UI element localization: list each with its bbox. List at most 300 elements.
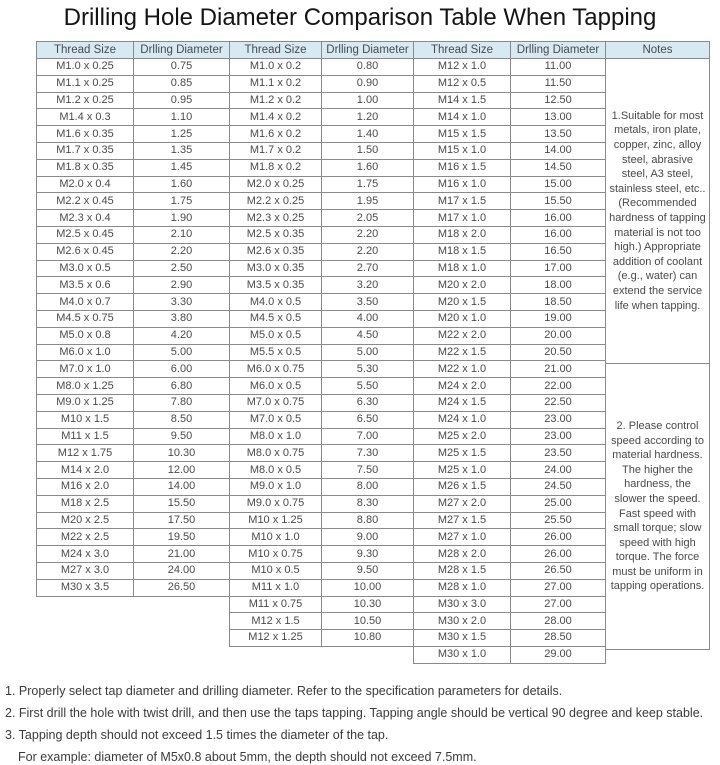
drilling-diameter-cell: 27.00 (511, 579, 606, 596)
thread-size-cell: M1.1 x 0.2 (230, 75, 322, 92)
drilling-diameter-cell: 9.50 (322, 562, 414, 579)
table-row (230, 142, 414, 159)
table-row (414, 630, 606, 647)
drilling-diameter-cell: 28.50 (511, 630, 606, 647)
table-row (414, 92, 606, 109)
thread-size-cell: M4.5 x 0.5 (230, 310, 322, 327)
drilling-diameter-cell: 17.50 (134, 512, 230, 529)
footnote-2: 2. First drill the hole with twist drill, and then use the taps tapping. Tapping angle should be vertical 90 degree and keep stable. (5, 705, 704, 720)
table-row (230, 529, 414, 546)
table-row (230, 260, 414, 277)
table-row (414, 596, 606, 613)
table-row (230, 378, 414, 395)
drilling-diameter-cell: 0.95 (134, 92, 230, 109)
table-row (37, 126, 230, 143)
drilling-diameter-cell: 1.60 (134, 176, 230, 193)
drilling-diameter-cell: 9.50 (134, 428, 230, 445)
table-row (414, 142, 606, 159)
drilling-diameter-cell: 23.00 (511, 411, 606, 428)
table-row (230, 109, 414, 126)
table-row (230, 159, 414, 176)
thread-size-cell: M2.6 x 0.45 (37, 243, 134, 260)
table-row (37, 310, 230, 327)
drilling-diameter-cell: 2.05 (322, 210, 414, 227)
thread-size-cell: M1.7 x 0.2 (230, 142, 322, 159)
header-row (414, 42, 606, 59)
drilling-diameter-cell: 3.80 (134, 310, 230, 327)
table-row (230, 445, 414, 462)
thread-size-cell: M24 x 2.0 (414, 378, 511, 395)
col-header-notes: Notes (606, 42, 710, 59)
drilling-diameter-cell: 4.50 (322, 327, 414, 344)
drilling-diameter-cell: 10.30 (134, 445, 230, 462)
table-row (37, 378, 230, 395)
thread-size-cell: M1.1 x 0.25 (37, 75, 134, 92)
drilling-diameter-cell: 0.90 (322, 75, 414, 92)
thread-size-cell: M1.4 x 0.2 (230, 109, 322, 126)
drilling-diameter-cell: 25.00 (511, 495, 606, 512)
table-row (37, 546, 230, 563)
drilling-diameter-cell: 2.20 (134, 243, 230, 260)
table-row (414, 210, 606, 227)
table-row (414, 462, 606, 479)
thread-size-cell: M10 x 1.25 (230, 512, 322, 529)
thread-size-cell: M7.0 x 0.5 (230, 411, 322, 428)
drilling-diameter-cell: 11.50 (511, 75, 606, 92)
drilling-diameter-cell: 14.00 (511, 142, 606, 159)
table-row (414, 193, 606, 210)
drilling-diameter-cell: 5.00 (322, 344, 414, 361)
drilling-diameter-cell: 1.95 (322, 193, 414, 210)
drilling-diameter-cell: 16.00 (511, 210, 606, 227)
table-row (230, 613, 414, 630)
thread-size-cell: M30 x 2.0 (414, 613, 511, 630)
drilling-diameter-cell: 1.35 (134, 142, 230, 159)
thread-size-cell: M7.0 x 0.75 (230, 394, 322, 411)
thread-size-cell: M12 x 0.5 (414, 75, 511, 92)
table-row (230, 361, 414, 378)
table-row (230, 327, 414, 344)
footnote-3-example: For example: diameter of M5x0.8 about 5mm, the depth should not exceed 7.5mm. (18, 749, 477, 764)
footnote-1: 1. Properly select tap diameter and drilling diameter. Refer to the specification parameters for details. (5, 683, 563, 698)
drilling-diameter-cell: 14.50 (511, 159, 606, 176)
table-row (230, 310, 414, 327)
thread-size-cell: M12 x 1.5 (230, 613, 322, 630)
table-row (230, 462, 414, 479)
thread-size-cell: M14 x 1.5 (414, 92, 511, 109)
drilling-diameter-cell: 16.50 (511, 243, 606, 260)
thread-size-cell: M27 x 2.0 (414, 495, 511, 512)
drilling-diameter-cell: 24.50 (511, 478, 606, 495)
drilling-diameter-cell: 17.00 (511, 260, 606, 277)
thread-size-cell: M20 x 2.5 (37, 512, 134, 529)
thread-size-cell: M15 x 1.0 (414, 142, 511, 159)
table-row (37, 411, 230, 428)
drilling-diameter-cell: 6.80 (134, 378, 230, 395)
table-row (414, 428, 606, 445)
thread-size-cell: M6.0 x 0.5 (230, 378, 322, 395)
drilling-diameter-cell: 1.40 (322, 126, 414, 143)
drilling-diameter-cell: 15.50 (134, 495, 230, 512)
table-row (230, 596, 414, 613)
thread-size-cell: M12 x 1.75 (37, 445, 134, 462)
drilling-diameter-cell: 0.80 (322, 59, 414, 76)
thread-size-cell: M17 x 1.5 (414, 193, 511, 210)
table-row (37, 176, 230, 193)
table-row (230, 294, 414, 311)
drilling-diameter-cell: 21.00 (511, 361, 606, 378)
drilling-diameter-cell: 13.00 (511, 109, 606, 126)
drilling-diameter-cell: 26.50 (134, 579, 230, 596)
thread-size-cell: M15 x 1.5 (414, 126, 511, 143)
table-row (37, 445, 230, 462)
thread-size-cell: M22 x 2.5 (37, 529, 134, 546)
table-row (230, 428, 414, 445)
col-header-thread-size: Thread Size (37, 42, 134, 59)
drilling-diameter-cell: 26.00 (511, 529, 606, 546)
drilling-diameter-cell: 5.30 (322, 361, 414, 378)
table-row (230, 226, 414, 243)
drilling-diameter-cell: 4.20 (134, 327, 230, 344)
drilling-diameter-cell: 6.30 (322, 394, 414, 411)
note-cell-2: 2. Please control speed according to material hardness. The higher the hardness, the slower the speed. Fast speed with small torque; slow speed with high torque. The force must be uniform in tapping operations. (606, 364, 710, 650)
drilling-diameter-cell: 22.00 (511, 378, 606, 395)
thread-size-cell: M27 x 1.0 (414, 529, 511, 546)
drilling-diameter-cell: 9.00 (322, 529, 414, 546)
thread-size-cell: M6.0 x 1.0 (37, 344, 134, 361)
drilling-diameter-cell: 26.50 (511, 562, 606, 579)
drilling-diameter-cell: 24.00 (134, 562, 230, 579)
drilling-diameter-cell: 1.45 (134, 159, 230, 176)
header-row (230, 42, 414, 59)
table-row (230, 277, 414, 294)
table-row (37, 59, 230, 76)
drilling-diameter-cell: 1.60 (322, 159, 414, 176)
drilling-diameter-cell: 1.75 (134, 193, 230, 210)
thread-size-cell: M1.0 x 0.25 (37, 59, 134, 76)
table-row (37, 462, 230, 479)
thread-size-cell: M4.5 x 0.75 (37, 310, 134, 327)
thread-size-cell: M1.2 x 0.2 (230, 92, 322, 109)
thread-subtable-2 (229, 41, 414, 647)
table-row (230, 562, 414, 579)
drilling-diameter-cell: 10.00 (322, 579, 414, 596)
thread-size-cell: M28 x 2.0 (414, 546, 511, 563)
thread-size-cell: M18 x 2.0 (414, 226, 511, 243)
thread-size-cell: M20 x 1.5 (414, 294, 511, 311)
drilling-diameter-cell: 19.00 (511, 310, 606, 327)
table-row (37, 361, 230, 378)
drilling-diameter-cell: 10.30 (322, 596, 414, 613)
drilling-diameter-cell: 2.20 (322, 243, 414, 260)
thread-size-cell: M2.2 x 0.45 (37, 193, 134, 210)
table-row (37, 294, 230, 311)
col-header-thread-size: Thread Size (414, 42, 511, 59)
thread-size-cell: M8.0 x 1.0 (230, 428, 322, 445)
table-row (414, 495, 606, 512)
thread-size-cell: M10 x 1.0 (230, 529, 322, 546)
thread-size-cell: M16 x 2.0 (37, 478, 134, 495)
thread-size-cell: M25 x 2.0 (414, 428, 511, 445)
subtable-1-body (37, 59, 230, 597)
thread-size-cell: M22 x 2.0 (414, 327, 511, 344)
thread-size-cell: M28 x 1.0 (414, 579, 511, 596)
thread-size-cell: M10 x 0.75 (230, 546, 322, 563)
drilling-diameter-cell: 8.50 (134, 411, 230, 428)
table-row (414, 277, 606, 294)
table-row (230, 59, 414, 76)
drilling-diameter-cell: 18.50 (511, 294, 606, 311)
table-row (414, 243, 606, 260)
thread-size-cell: M18 x 1.5 (414, 243, 511, 260)
table-row (414, 294, 606, 311)
drilling-diameter-cell: 18.00 (511, 277, 606, 294)
drilling-diameter-cell: 1.75 (322, 176, 414, 193)
table-row (37, 226, 230, 243)
table-row (414, 361, 606, 378)
table-row (414, 411, 606, 428)
drilling-diameter-cell: 7.30 (322, 445, 414, 462)
drilling-diameter-cell: 8.30 (322, 495, 414, 512)
drilling-diameter-cell: 1.10 (134, 109, 230, 126)
thread-size-cell: M3.0 x 0.35 (230, 260, 322, 277)
table-row (230, 495, 414, 512)
thread-size-cell: M9.0 x 1.25 (37, 394, 134, 411)
col-header-drilling-diameter: Drlling Diameter (511, 42, 606, 59)
table-row (230, 176, 414, 193)
drilling-diameter-cell: 6.00 (134, 361, 230, 378)
notes-row-2 (606, 364, 710, 650)
drilling-diameter-cell: 13.50 (511, 126, 606, 143)
thread-size-cell: M1.6 x 0.2 (230, 126, 322, 143)
table-row (414, 529, 606, 546)
thread-size-cell: M2.5 x 0.35 (230, 226, 322, 243)
table-row (37, 495, 230, 512)
drilling-diameter-cell: 10.50 (322, 613, 414, 630)
table-row (37, 562, 230, 579)
table-row (230, 478, 414, 495)
thread-subtable-3 (413, 41, 606, 664)
table-row (414, 546, 606, 563)
table-row (414, 579, 606, 596)
drilling-diameter-cell: 2.70 (322, 260, 414, 277)
drilling-diameter-cell: 2.10 (134, 226, 230, 243)
table-row (414, 260, 606, 277)
table-row (230, 630, 414, 647)
thread-size-cell: M3.0 x 0.5 (37, 260, 134, 277)
table-row (414, 59, 606, 76)
table-row (230, 344, 414, 361)
thread-size-cell: M27 x 1.5 (414, 512, 511, 529)
thread-size-cell: M30 x 1.0 (414, 646, 511, 663)
drilling-diameter-cell: 3.30 (134, 294, 230, 311)
thread-size-cell: M28 x 1.5 (414, 562, 511, 579)
drilling-diameter-cell: 14.00 (134, 478, 230, 495)
thread-size-cell: M1.8 x 0.35 (37, 159, 134, 176)
drilling-diameter-cell: 11.00 (511, 59, 606, 76)
thread-size-cell: M14 x 2.0 (37, 462, 134, 479)
drilling-diameter-cell: 7.50 (322, 462, 414, 479)
footnote-3: 3. Tapping depth should not exceed 1.5 times the diameter of the tap. (5, 727, 389, 742)
thread-size-cell: M5.0 x 0.8 (37, 327, 134, 344)
drilling-diameter-cell: 3.50 (322, 294, 414, 311)
thread-size-cell: M16 x 1.0 (414, 176, 511, 193)
thread-size-cell: M5.5 x 0.5 (230, 344, 322, 361)
thread-size-cell: M2.2 x 0.25 (230, 193, 322, 210)
thread-size-cell: M11 x 0.75 (230, 596, 322, 613)
table-row (414, 394, 606, 411)
header-row (37, 42, 230, 59)
thread-size-cell: M20 x 2.0 (414, 277, 511, 294)
col-header-drilling-diameter: Drlling Diameter (322, 42, 414, 59)
thread-size-cell: M17 x 1.0 (414, 210, 511, 227)
drilling-diameter-cell: 8.00 (322, 478, 414, 495)
thread-size-cell: M30 x 1.5 (414, 630, 511, 647)
notes-body (606, 59, 710, 650)
thread-size-cell: M9.0 x 1.0 (230, 478, 322, 495)
drilling-diameter-cell: 15.00 (511, 176, 606, 193)
drilling-diameter-cell: 7.80 (134, 394, 230, 411)
thread-size-cell: M1.8 x 0.2 (230, 159, 322, 176)
drilling-diameter-cell: 2.20 (322, 226, 414, 243)
table-row (37, 109, 230, 126)
drilling-diameter-cell: 5.00 (134, 344, 230, 361)
table-row (230, 193, 414, 210)
col-header-thread-size: Thread Size (230, 42, 322, 59)
thread-size-cell: M22 x 1.0 (414, 361, 511, 378)
thread-size-cell: M10 x 1.5 (37, 411, 134, 428)
table-row (230, 394, 414, 411)
drilling-diameter-cell: 1.90 (134, 210, 230, 227)
thread-size-cell: M12 x 1.25 (230, 630, 322, 647)
table-row (414, 445, 606, 462)
table-row (230, 579, 414, 596)
table-row (414, 126, 606, 143)
drilling-diameter-cell: 10.80 (322, 630, 414, 647)
subtable-3-body (414, 59, 606, 664)
thread-size-cell: M30 x 3.0 (414, 596, 511, 613)
page-title: Drilling Hole Diameter Comparison Table When Tapping (63, 4, 657, 31)
thread-size-cell: M11 x 1.5 (37, 428, 134, 445)
footnotes (5, 684, 720, 765)
subtable-2-body (230, 59, 414, 647)
table-row (414, 344, 606, 361)
table-row (37, 260, 230, 277)
thread-size-cell: M25 x 1.5 (414, 445, 511, 462)
drilling-diameter-cell: 28.00 (511, 613, 606, 630)
drilling-diameter-cell: 5.50 (322, 378, 414, 395)
thread-size-cell: M30 x 3.5 (37, 579, 134, 596)
table-row (414, 646, 606, 663)
drilling-diameter-cell: 0.85 (134, 75, 230, 92)
drilling-diameter-cell: 24.00 (511, 462, 606, 479)
notes-subtable (605, 41, 710, 650)
table-row (37, 579, 230, 596)
table-row (37, 92, 230, 109)
drilling-diameter-cell: 1.20 (322, 109, 414, 126)
table-row (414, 226, 606, 243)
table-row (414, 327, 606, 344)
table-row (230, 210, 414, 227)
thread-size-cell: M4.0 x 0.5 (230, 294, 322, 311)
comparison-table (36, 41, 720, 664)
table-row (37, 159, 230, 176)
table-row (37, 193, 230, 210)
drilling-diameter-cell: 25.50 (511, 512, 606, 529)
thread-size-cell: M2.6 x 0.35 (230, 243, 322, 260)
table-row (414, 159, 606, 176)
thread-size-cell: M24 x 3.0 (37, 546, 134, 563)
thread-size-cell: M1.0 x 0.2 (230, 59, 322, 76)
thread-size-cell: M6.0 x 0.75 (230, 361, 322, 378)
drilling-diameter-cell: 8.80 (322, 512, 414, 529)
table-row (414, 478, 606, 495)
drilling-diameter-cell: 0.75 (134, 59, 230, 76)
thread-size-cell: M10 x 0.5 (230, 562, 322, 579)
table-row (37, 478, 230, 495)
thread-size-cell: M20 x 1.0 (414, 310, 511, 327)
drilling-diameter-cell: 1.00 (322, 92, 414, 109)
note-cell-1: 1.Suitable for most metals, iron plate, copper, zinc, alloy steel, abrasive steel, A3 steel, stainless steel, etc..(Recommended hardness of tapping material is not too high.) Appropriate addition of coolant (e.g., water) can extend the service life when tapping. (606, 59, 710, 364)
thread-size-cell: M24 x 1.5 (414, 394, 511, 411)
table-row (37, 210, 230, 227)
thread-size-cell: M1.7 x 0.35 (37, 142, 134, 159)
thread-size-cell: M1.6 x 0.35 (37, 126, 134, 143)
thread-size-cell: M11 x 1.0 (230, 579, 322, 596)
table-row (230, 75, 414, 92)
table-row (37, 529, 230, 546)
table-row (230, 546, 414, 563)
thread-subtable-1 (36, 41, 230, 597)
thread-size-cell: M2.3 x 0.4 (37, 210, 134, 227)
thread-size-cell: M14 x 1.0 (414, 109, 511, 126)
thread-size-cell: M3.5 x 0.6 (37, 277, 134, 294)
table-row (230, 126, 414, 143)
table-row (37, 327, 230, 344)
table-row (414, 176, 606, 193)
thread-size-cell: M4.0 x 0.7 (37, 294, 134, 311)
header-row (606, 42, 710, 59)
table-row (37, 394, 230, 411)
thread-size-cell: M3.5 x 0.35 (230, 277, 322, 294)
table-row (414, 562, 606, 579)
table-row (414, 512, 606, 529)
drilling-diameter-cell: 26.00 (511, 546, 606, 563)
thread-size-cell: M25 x 1.0 (414, 462, 511, 479)
thread-size-cell: M1.4 x 0.3 (37, 109, 134, 126)
drilling-diameter-cell: 22.50 (511, 394, 606, 411)
drilling-diameter-cell: 29.00 (511, 646, 606, 663)
table-row (37, 277, 230, 294)
drilling-diameter-cell: 12.00 (134, 462, 230, 479)
thread-size-cell: M2.3 x 0.25 (230, 210, 322, 227)
thread-size-cell: M8.0 x 0.75 (230, 445, 322, 462)
table-row (414, 75, 606, 92)
thread-size-cell: M7.0 x 1.0 (37, 361, 134, 378)
thread-size-cell: M18 x 1.0 (414, 260, 511, 277)
thread-size-cell: M2.0 x 0.25 (230, 176, 322, 193)
drilling-diameter-cell: 15.50 (511, 193, 606, 210)
drilling-diameter-cell: 1.50 (322, 142, 414, 159)
thread-size-cell: M22 x 1.5 (414, 344, 511, 361)
notes-row-1 (606, 59, 710, 364)
thread-size-cell: M5.0 x 0.5 (230, 327, 322, 344)
table-row (230, 411, 414, 428)
thread-size-cell: M24 x 1.0 (414, 411, 511, 428)
table-row (414, 613, 606, 630)
table-row (414, 310, 606, 327)
page (0, 4, 720, 765)
